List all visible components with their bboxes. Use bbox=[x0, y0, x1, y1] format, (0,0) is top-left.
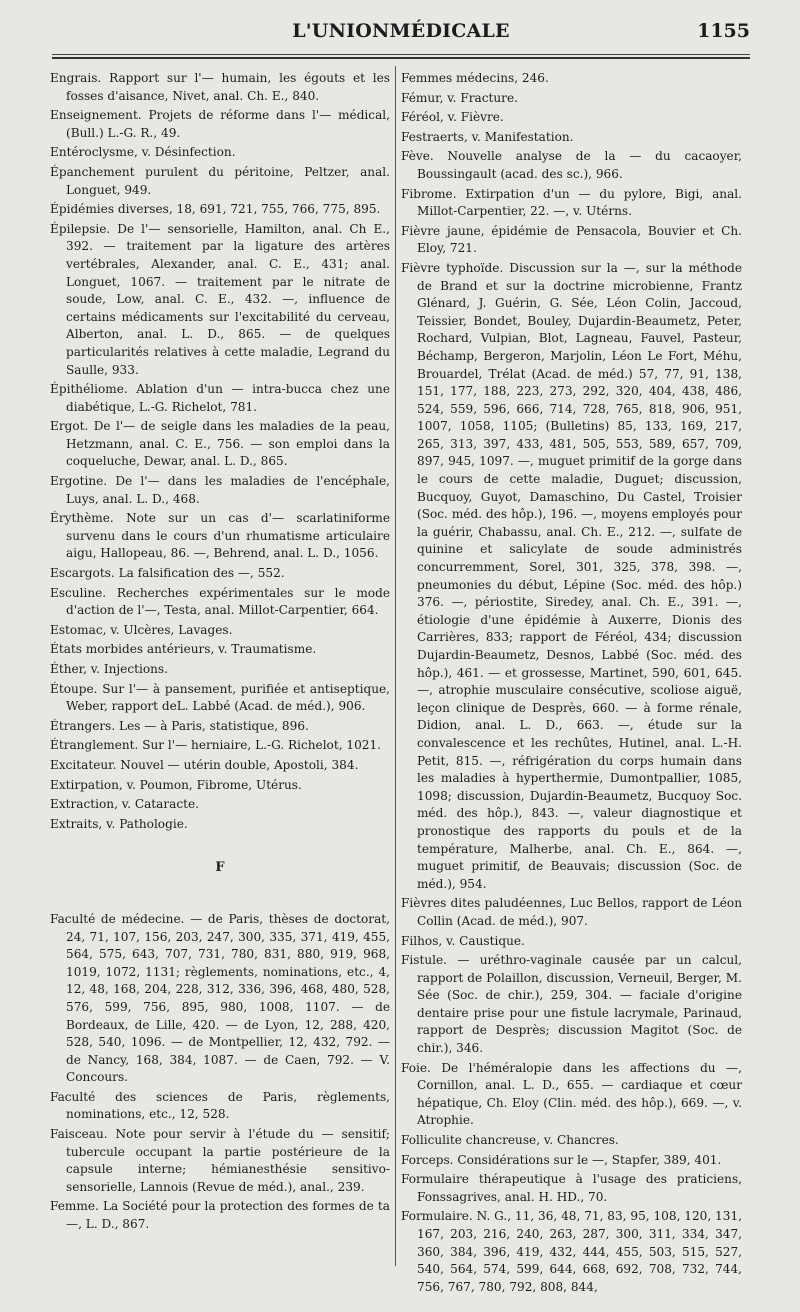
index-entry: Fièvre jaune, épidémie de Pensacola, Bouvier et Ch. Eloy, 721. bbox=[401, 223, 742, 256]
index-entry: Estomac, v. Ulcères, Lavages. bbox=[50, 622, 233, 637]
left-entries bbox=[50, 70, 390, 833]
index-entry: Érythème. Note sur un cas d'— scarlatiniforme survenu dans le cours d'un rhumatisme articulaire aigu, Hallopeau, 86. —, Behrend, anal. L. D., 1056. bbox=[50, 511, 390, 561]
index-entry: Épidémies diverses, 18, 691, 721, 755, 766, 775, 895. bbox=[50, 202, 381, 217]
index-entry: Femmes médecins, 246. bbox=[401, 71, 549, 85]
index-entry: Extraction, v. Cataracte. bbox=[50, 797, 200, 812]
index-entry: Excitateur. Nouvel — utérin double, Apostoli, 384. bbox=[50, 757, 359, 772]
index-entry: Étrangers. Les — à Paris, statistique, 896. bbox=[50, 718, 309, 733]
index-entry: Fibrome. Extirpation d'un — du pylore, Bigi, anal. Millot-Carpentier, 22. —, v. Utérns. bbox=[401, 186, 742, 219]
index-entry: Ergotine. De l'— dans les maladies de l'encéphale, Luys, anal. L. D., 468. bbox=[50, 474, 390, 506]
index-entry: Étoupe. Sur l'— à pansement, purifiée et antiseptique, Weber, rapport deL. Labbé (Acad. de méd.), 906. bbox=[50, 681, 390, 714]
header-rule-thick bbox=[52, 57, 750, 59]
index-entry: Esculine. Recherches expérimentales sur le mode d'action de l'—, Testa, anal. Millot-Carpentier, 664. bbox=[50, 585, 390, 618]
right-column bbox=[401, 70, 742, 1298]
index-entry: Forceps. Considérations sur le —, Stapfer, 389, 401. bbox=[401, 1152, 722, 1167]
index-entry: Fièvre typhoïde. Discussion sur la —, sur la méthode de Brand et sur la doctrine microbienne, Frantz Glénard, J. Guérin, G. Sée, Léon Colin, Jaccoud, Teissier, Bondet, Bouley, Dujardin-Beaumetz, Peter, Rochard, Vulpian, Blot, Lagneau, Fauvel, Pasteur, Béchamp, Bergeron, Marjolin, Léon Le Fort, Méhu, Brouardel, Trélat (Acad. de méd.) 57, 77, 91, 138, 151, 177, 188, 223, 273, 292, 320, 404, 438, 486, 524, 559, 596, 666, 714, 728, 765, 818, 906, 951, 1007, 1058, 1105; (Bulletins) 85, 133, 169, 217, 265, 313, 397, 433, 481, 505, 553, 589, 657, 709, 897, 945, 1097. —, muguet primitif de la gorge dans le cours de cette maladie, Duguet; discussion, Bucquoy, Guyot, Damaschino, Du Castel, Troisier (Soc. méd. des hôp.), 196. —, moyens employés pour la guérir, Chabassu, anal. Ch. E., 212. —, sulfate de quinine et salicylate de soude administrés concurremment, Sorel, 301, 325, 378, 398. —, pneumonies du début, Lépine (Soc. méd. des hôp.) 376. —, périostite, Siredey, anal. Ch. E., 391. —, étiologie d'une épidémie à Auxerre, Dionis des Carrières, 833; rapport de Féréol, 434; discussion Dujardin-Beaumetz, Desnos, Labbé (Soc. méd. des hôp.), 461. — et grossesse, Martinet, 590, 601, 645. —, atrophie musculaire consécutive, scoliose aiguë, leçon clinique de Desprès, 660. — à forme rénale, Didion, anal. L. D., 663. —, étude sur la convalescence et les rechûtes, Hutinel, anal. L.-H. Petit, 815. —, réfrigération du corps humain dans les maladies à hyperthermie, Dumontpallier, 1085, 1098; discussion, Dujardin-Beaumetz, Bucquoy Soc. méd. des hôp.), 843. —, valeur diagnostique et pronostique des rapports du pouls et de la température, Malherbe, anal. Ch. E., 864. —, muguet primitif, de Beauvais; discussion (Soc. de méd.), 954. bbox=[401, 260, 742, 891]
index-entry: Éther, v. Injections. bbox=[50, 662, 168, 676]
index-entry: Filhos, v. Caustique. bbox=[401, 933, 525, 948]
index-entry: Féréol, v. Fièvre. bbox=[401, 110, 504, 125]
index-entry: Épilepsie. De l'— sensorielle, Hamilton, anal. Ch E., 392. — traitement par la ligature des artères vertébrales, Alexander, anal. C. E., 431; anal. Longuet, 1067. — traitement par le nitrate de soude, Low, anal. C. E., 432. —, influence de certains médicaments sur l'excitabilité du cerveau, Alberton, anal. L. D., 865. — de quelques particularités relatives à cette maladie, Legrand du Saulle, 933. bbox=[50, 221, 390, 377]
index-entry: Extirpation, v. Poumon, Fibrome, Utérus. bbox=[50, 777, 302, 792]
index-entry: Festraerts, v. Manifestation. bbox=[401, 129, 574, 144]
column-divider bbox=[395, 66, 396, 1266]
index-entry: Entéroclysme, v. Désinfection. bbox=[50, 145, 236, 160]
page-header bbox=[52, 18, 750, 48]
index-entry: Épithéliome. Ablation d'un — intra-bucca chez une diabétique, L.-G. Richelot, 781. bbox=[50, 382, 390, 414]
index-entry: Étranglement. Sur l'— herniaire, L.-G. Richelot, 1021. bbox=[50, 738, 382, 753]
index-entry: Ergot. De l'— de seigle dans les maladies de la peau, Hetzmann, anal. C. E., 756. — son emploi dans la coqueluche, Dewar, anal. L. D., 865. bbox=[50, 419, 390, 469]
index-entry: Faisceau. Note pour servir à l'étude du — sensitif; tubercule occupant la partie postérieure de la capsule interne; hémianesthésie sensitivo-sensorielle, Lannois (Revue de méd.), anal., 239. bbox=[50, 1127, 390, 1194]
index-entry: Formulaire thérapeutique à l'usage des praticiens, Fonssagrives, anal. H. HD., 70. bbox=[401, 1172, 742, 1204]
left-entries-f bbox=[50, 911, 390, 1234]
index-entry: Escargots. La falsification des —, 552. bbox=[50, 566, 285, 581]
page-number: 1155 bbox=[697, 20, 750, 42]
index-entry: Foie. De l'héméralopie dans les affections du —, Cornillon, anal. L. D., 655. — cardiaque et cœur hépatique, Ch. Eloy (Clin. méd. des hôp.), 669. —, v. Atrophie. bbox=[401, 1060, 742, 1128]
index-entry: Folliculite chancreuse, v. Chancres. bbox=[401, 1133, 619, 1148]
index-entry: Femme. La Société pour la protection des formes de ta —, L. D., 867. bbox=[50, 1199, 390, 1232]
index-entry: Épanchement purulent du péritoine, Peltzer, anal. Longuet, 949. bbox=[50, 164, 390, 197]
right-entries bbox=[401, 70, 742, 1296]
index-entry: Extraits, v. Pathologie. bbox=[50, 816, 188, 831]
header-rule-thin bbox=[52, 54, 750, 55]
journal-title: L'UNIONMÉDICALE bbox=[292, 20, 510, 42]
index-entry: Fièvres dites paludéennes, Luc Bellos, rapport de Léon Collin (Acad. de méd.), 907. bbox=[401, 896, 742, 928]
index-entry: Fémur, v. Fracture. bbox=[401, 90, 518, 105]
index-entry: États morbides antérieurs, v. Traumatisme. bbox=[50, 642, 317, 657]
index-entry: Faculté des sciences de Paris, règlements, nominations, etc., 12, 528. bbox=[50, 1089, 390, 1122]
left-column bbox=[50, 70, 390, 1236]
index-entry: Fève. Nouvelle analyse de la — du cacaoyer, Boussingault (acad. des sc.), 966. bbox=[401, 149, 742, 181]
index-entry: Fistule. — uréthro-vaginale causée par un calcul, rapport de Polaillon, discussion, Verneuil, Berger, M. Sée (Soc. de chir.), 259, 304. — faciale d'origine dentaire prise pour une fistule lacrymale, Parinaud, rapport de Desprès; discussion Magitot (Soc. de chir.), 346. bbox=[401, 953, 742, 1056]
index-entry: Formulaire. N. G., 11, 36, 48, 71, 83, 95, 108, 120, 131, 167, 203, 216, 240, 263, 287, 300, 311, 334, 347, 360, 384, 396, 419, 432, 444, 455, 503, 515, 527, 540, 564, 574, 599, 644, 668, 692, 708, 732, 744, 756, 767, 780, 792, 808, 844, bbox=[401, 1209, 742, 1294]
index-entry: Faculté de médecine. — de Paris, thèses de doctorat, 24, 71, 107, 156, 203, 247, 300, 335, 371, 419, 455, 564, 575, 643, 707, 731, 780, 831, 880, 919, 968, 1019, 1072, 1131; règlements, nominations, etc., 4, 12, 48, 168, 204, 228, 312, 336, 396, 468, 480, 528, 576, 599, 756, 895, 980, 1008, 1107. — de Bordeaux, de Lille, 420. — de Lyon, 12, 288, 420, 528, 540, 1096. — de Montpellier, 12, 432, 792. — de Nancy, 168, 384, 1087. — de Caen, 792. — V. Concours. bbox=[50, 911, 390, 1085]
index-entry: Engrais. Rapport sur l'— humain, les égouts et les fosses d'aisance, Nivet, anal. Ch. E., 840. bbox=[50, 71, 390, 103]
index-entry: Enseignement. Projets de réforme dans l'— médical, (Bull.) L.-G. R., 49. bbox=[50, 108, 390, 140]
section-letter: F bbox=[215, 860, 225, 876]
